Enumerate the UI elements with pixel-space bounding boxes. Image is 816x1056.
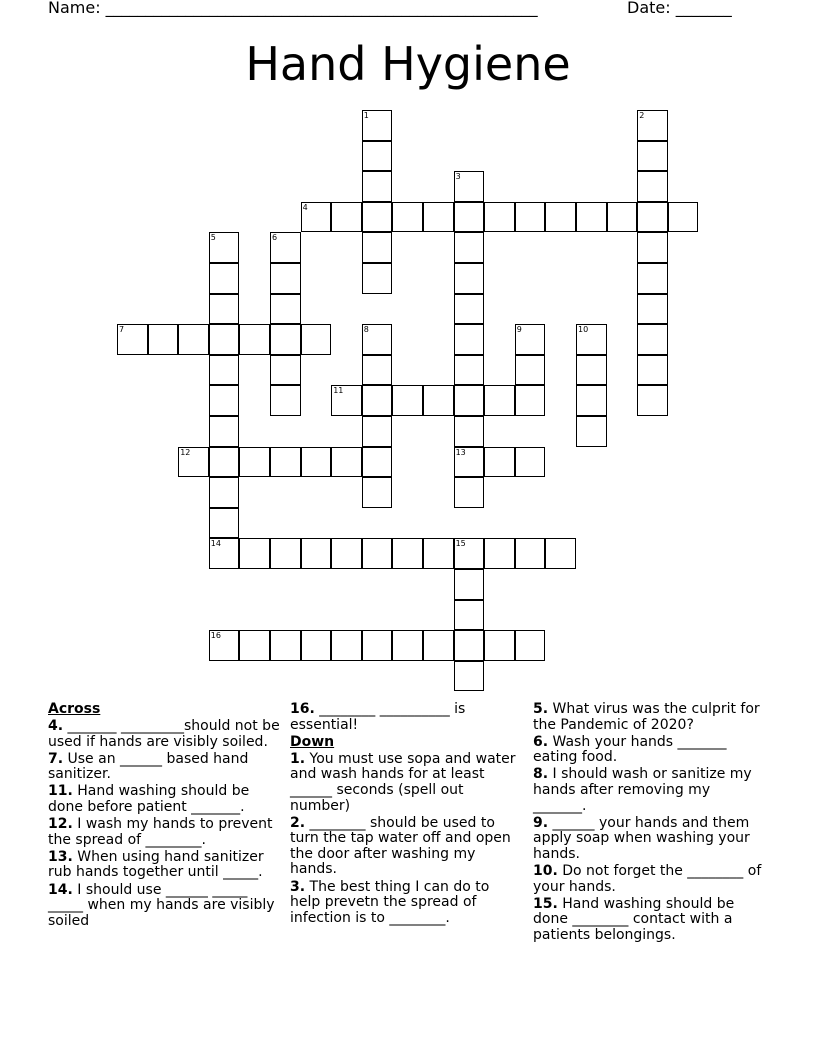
grid-cell[interactable] [637,202,668,233]
grid-cell[interactable] [576,416,607,447]
grid-cell[interactable] [239,630,270,661]
grid-cell[interactable] [209,538,240,569]
puzzle-title: Hand Hygiene [245,37,571,91]
clue-text: I should use ______ _____ _____ when my hands are visibly soiled [48,881,275,929]
cell-number: 2 [639,111,645,120]
grid-cell[interactable] [301,630,332,661]
grid-cell[interactable] [270,385,301,416]
cell-number: 3 [455,172,461,182]
clue-number: 8. [533,766,549,783]
clue-down-10 [533,864,765,895]
grid-cell[interactable] [331,538,362,569]
grid-cell[interactable] [148,324,179,355]
grid-cell[interactable] [637,110,668,141]
grid-cell[interactable] [637,263,668,294]
clue-down-2 [290,816,522,878]
clue-number: 10. [533,862,558,879]
grid-cell[interactable] [331,630,362,661]
grid-cell[interactable] [576,385,607,416]
grid-cell[interactable] [515,202,546,233]
grid-cell[interactable] [484,630,515,661]
grid-cell[interactable] [484,538,515,569]
across-heading: Across [48,701,101,717]
grid-cell[interactable] [209,385,240,416]
clue-across-12 [48,817,284,848]
grid-cell[interactable] [331,447,362,478]
clue-number: 6. [533,733,549,750]
clue-number: 11. [48,783,73,800]
clue-text: ______ your hands and them apply soap when washing your hands. [533,814,750,862]
clue-number: 15. [533,895,558,912]
grid-cell[interactable] [392,202,423,233]
clue-text: Do not forget the ________ of your hands. [533,862,762,895]
grid-cell[interactable] [637,171,668,202]
cell-number: 1 [363,111,369,120]
grid-cell[interactable] [362,232,393,263]
clue-number: 7. [48,750,64,767]
clue-text: ________ should be used to turn the tap water off and open the door after washing my hands. [290,814,511,878]
grid-cell[interactable] [637,355,668,386]
grid-cell[interactable] [362,538,393,569]
grid-cell[interactable] [331,385,362,416]
cell-number: 8 [363,325,369,335]
grid-cell[interactable] [362,141,393,172]
grid-cell[interactable] [515,538,546,569]
grid-cell[interactable] [209,447,240,478]
grid-cell[interactable] [178,447,209,478]
clue-across-13 [48,850,284,881]
clue-text: Hand washing should be done before patient _______. [48,783,250,816]
clue-column-2 [290,702,522,928]
clue-number: 14. [48,881,73,898]
grid-cell[interactable] [209,355,240,386]
grid-cell[interactable] [209,324,240,355]
grid-cell[interactable] [637,141,668,172]
clue-number: 12. [48,816,73,833]
grid-cell[interactable] [362,385,393,416]
clue-down-9 [533,816,765,863]
clue-text: You must use sopa and water and wash hands for at least ______ seconds (spell out number) [290,750,516,814]
grid-cell[interactable] [454,171,485,202]
clue-across-14 [48,883,284,930]
grid-cell[interactable] [515,355,546,386]
grid-cell[interactable] [454,294,485,325]
grid-cell[interactable] [454,600,485,631]
grid-cell[interactable] [392,538,423,569]
grid-cell[interactable] [576,355,607,386]
grid-cell[interactable] [301,202,332,233]
grid-cell[interactable] [423,202,454,233]
cell-number: 15 [455,539,466,549]
grid-cell[interactable] [301,538,332,569]
cell-number: 12 [180,447,191,457]
grid-cell[interactable] [270,355,301,386]
name-field-label[interactable]: Name: ______________________________________________________ [48,0,538,17]
grid-cell[interactable] [454,416,485,447]
grid-cell[interactable] [362,447,393,478]
grid-cell[interactable] [362,202,393,233]
grid-cell[interactable] [270,263,301,294]
cell-number: 9 [516,325,522,335]
clue-across-7 [48,752,284,783]
grid-cell[interactable] [178,324,209,355]
grid-cell[interactable] [301,447,332,478]
grid-cell[interactable] [209,508,240,539]
clue-text: Wash your hands _______ eating food. [533,733,727,766]
grid-cell[interactable] [484,447,515,478]
cell-number: 7 [119,325,125,335]
clue-across-4 [48,719,284,750]
clue-across-11 [48,784,284,815]
grid-cell[interactable] [209,263,240,294]
grid-cell[interactable] [454,630,485,661]
grid-cell[interactable] [637,232,668,263]
grid-cell[interactable] [454,385,485,416]
clue-down-3 [290,880,522,927]
clue-down-15 [533,897,765,944]
clue-text: I wash my hands to prevent the spread of ________. [48,816,273,848]
grid-cell[interactable] [362,416,393,447]
grid-cell[interactable] [454,263,485,294]
grid-cell[interactable] [515,324,546,355]
clue-number: 2. [290,814,306,831]
clue-text: When using hand sanitizer rub hands together until _____. [48,848,264,881]
cell-number: 5 [210,233,216,243]
grid-cell[interactable] [270,324,301,355]
grid-cell[interactable] [454,355,485,386]
clue-text: What virus was the culprit for the Pandemic of 2020? [533,701,760,733]
clue-column-3 [533,702,765,945]
grid-cell[interactable] [576,324,607,355]
grid-cell[interactable] [454,661,485,692]
clue-number: 3. [290,878,306,895]
grid-cell[interactable] [423,538,454,569]
grid-cell[interactable] [515,630,546,661]
grid-cell[interactable] [454,447,485,478]
grid-cell[interactable] [454,324,485,355]
clue-number: 16. [290,701,315,717]
grid-cell[interactable] [607,202,638,233]
grid-cell[interactable] [239,447,270,478]
grid-cell[interactable] [362,630,393,661]
grid-cell[interactable] [637,294,668,325]
clue-number: 13. [48,848,73,865]
grid-cell[interactable] [362,355,393,386]
grid-cell[interactable] [209,416,240,447]
clue-column-1 [48,702,284,931]
grid-cell[interactable] [454,538,485,569]
grid-cell[interactable] [270,232,301,263]
grid-cell[interactable] [454,569,485,600]
grid-cell[interactable] [209,294,240,325]
grid-cell[interactable] [484,385,515,416]
grid-cell[interactable] [209,232,240,263]
cell-number: 10 [578,325,589,335]
cell-number: 13 [455,447,466,457]
grid-cell[interactable] [454,202,485,233]
grid-cell[interactable] [515,385,546,416]
cell-number: 4 [302,202,308,212]
clue-text: Use an ______ based hand sanitizer. [48,750,249,783]
grid-cell[interactable] [668,202,699,233]
cell-number: 6 [272,233,278,243]
grid-cell[interactable] [545,538,576,569]
grid-cell[interactable] [576,202,607,233]
cell-number: 16 [210,631,221,641]
grid-cell[interactable] [301,324,332,355]
grid-cell[interactable] [423,630,454,661]
cell-number: 14 [210,539,221,549]
grid-cell[interactable] [362,171,393,202]
grid-cell[interactable] [362,263,393,294]
grid-cell[interactable] [362,110,393,141]
clue-number: 5. [533,701,549,717]
grid-cell[interactable] [362,477,393,508]
grid-cell[interactable] [454,477,485,508]
clue-text: ________ __________ is essential! [290,701,466,733]
clue-number: 1. [290,750,306,767]
grid-cell[interactable] [239,324,270,355]
grid-cell[interactable] [270,538,301,569]
clue-text: I should wash or sanitize my hands after removing my _______. [533,766,752,814]
clue-down-8 [533,767,765,814]
grid-cell[interactable] [423,385,454,416]
grid-cell[interactable] [484,202,515,233]
clue-number: 9. [533,814,549,831]
grid-cell[interactable] [331,202,362,233]
grid-cell[interactable] [270,447,301,478]
clue-down-1 [290,752,522,814]
grid-cell[interactable] [270,294,301,325]
clue-across-16 [290,702,522,733]
grid-cell[interactable] [637,324,668,355]
down-heading: Down [290,733,335,750]
grid-cell[interactable] [270,630,301,661]
grid-cell[interactable] [392,385,423,416]
clue-text: Hand washing should be done ________ contact with a patients belongings. [533,895,735,943]
clue-down-5 [533,702,765,733]
date-field-label[interactable]: Date: _______ [627,0,732,17]
grid-cell[interactable] [545,202,576,233]
grid-cell[interactable] [515,447,546,478]
clue-text: The best thing I can do to help prevetn the spread of infection is to ________. [290,878,490,926]
grid-cell[interactable] [392,630,423,661]
clue-down-6 [533,735,765,766]
grid-cell[interactable] [637,385,668,416]
clue-number: 4. [48,718,64,735]
grid-cell[interactable] [239,538,270,569]
grid-cell[interactable] [209,477,240,508]
grid-cell[interactable] [117,324,148,355]
cell-number: 11 [333,386,344,396]
grid-cell[interactable] [362,324,393,355]
clue-text: _______ _________should not be used if hands are visibly soiled. [48,718,280,750]
grid-cell[interactable] [209,630,240,661]
grid-cell[interactable] [454,232,485,263]
